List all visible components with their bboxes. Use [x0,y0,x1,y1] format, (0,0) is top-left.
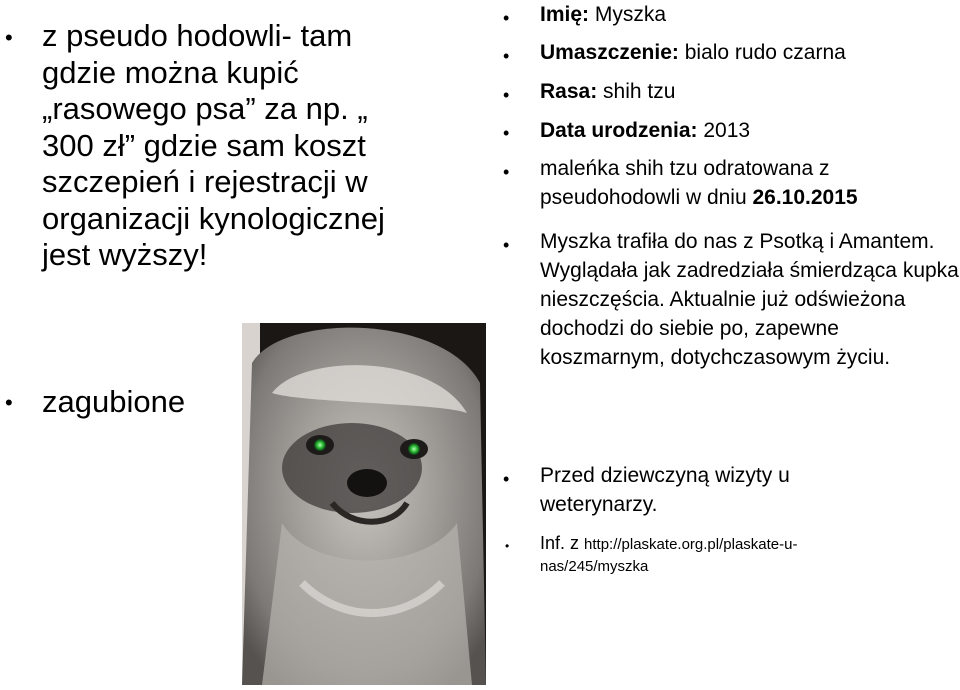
story-text: Myszka trafiła do nas z Psotką i Amantem. Wyglądała jak zadredziała śmierdząca kupka nieszczęścia. Aktualnie już odświeżona dochodzi do siebie po, zapewne koszmarnym, dotychczasowym życiu. [540,230,959,369]
bullet-icon: • [503,85,510,105]
bullet-icon: • [5,390,13,415]
birth-value: 2013 [697,119,751,142]
bullet-icon: • [503,162,510,182]
coat-value: bialo rudo czarna [678,41,846,64]
rescue-date: 26.10.2015 [752,186,858,209]
rescue-text [540,154,940,212]
left-bullet-2: zagubione [42,384,186,419]
bullet-icon: • [503,235,510,255]
bullet-icon: • [5,25,13,50]
coat-field [540,38,960,67]
info-text [540,532,870,578]
info-prefix: Inf. z [540,533,585,553]
bullet-icon: • [505,539,510,553]
bullet-icon: • [503,469,510,489]
name-field [540,0,960,29]
coat-label: Umaszczenie: [540,41,679,64]
breed-field [540,77,960,106]
bullet-icon: • [503,8,510,28]
left-bullet-1: z pseudo hodowli- tam gdzie można kupić „rasowego psa” za np. „ 300 zł” gdzie sam koszt szczepień i rejestracji w organizacji kynologicznej jest wyższy! [42,18,385,272]
bullet-icon: • [503,46,510,66]
name-value: Myszka [589,3,667,26]
rescue-description: maleńka shih tzu odratowana z pseudohodowli w dniu [540,157,830,209]
birth-label: Data urodzenia: [540,119,698,142]
breed-label: Rasa: [540,80,598,103]
bullet-icon: • [503,123,510,143]
breed-value: shih tzu [597,80,676,103]
dog-photo [242,323,486,685]
info-link[interactable]: http://plaskate.org.pl/plaskate-u-nas/245/myszka [540,536,798,575]
name-label: Imię: [540,3,590,26]
birth-field [540,116,960,145]
vet-text: Przed dziewczyną wizyty u weterynarzy. [540,464,790,516]
